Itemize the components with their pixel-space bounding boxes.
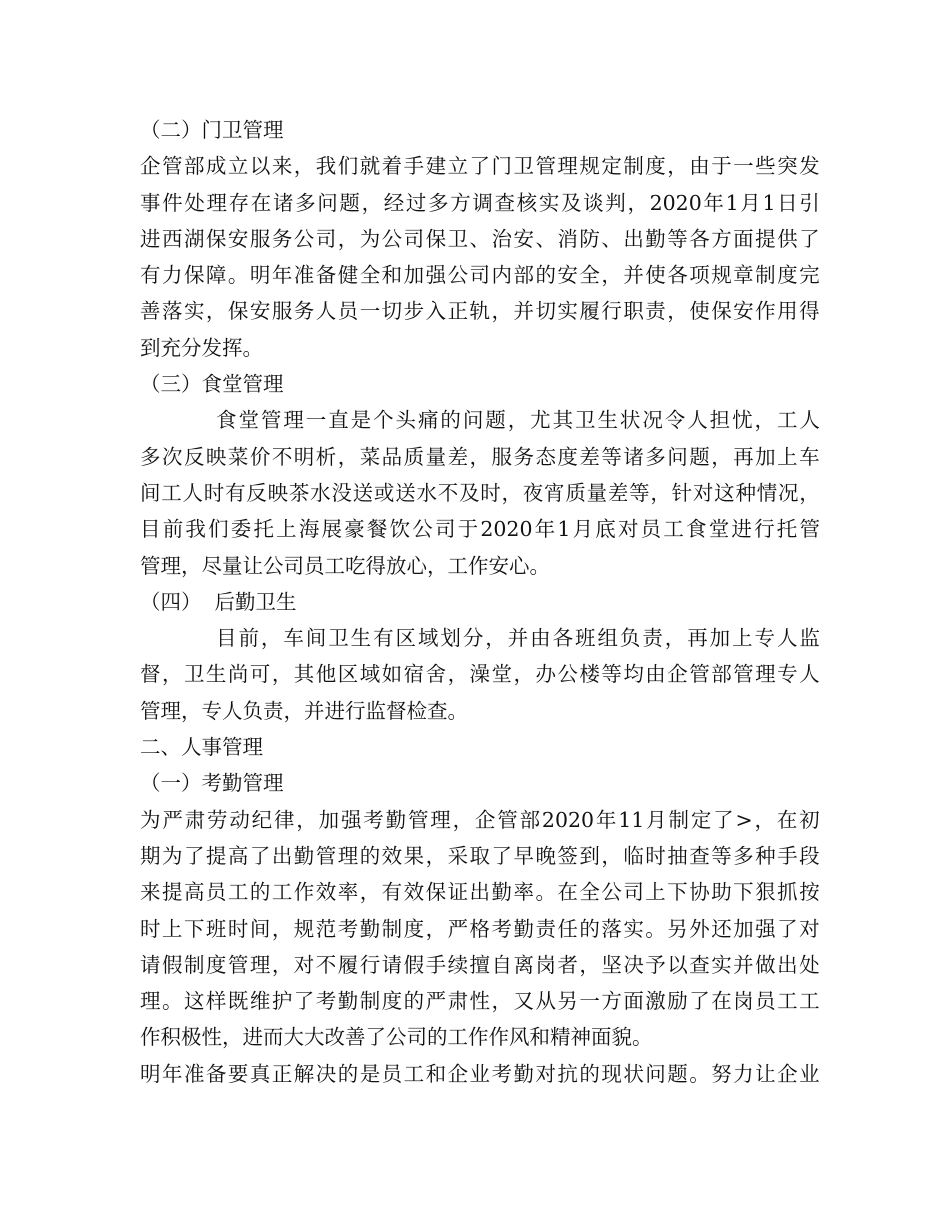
paragraph-line: 间 工 人 时 有 反 映 茶 水 没 送 或 送 水 不 及 时 ， 夜 宵 质 量 差 等 ， 针 对 这 种 情 况 ， [140, 480, 820, 505]
paragraph-line: 管理，专人负责，并进行监督检查。 [140, 698, 468, 723]
chapter-heading: 二、人事管理 [140, 735, 263, 760]
section-heading: （四） 后勤卫生 [140, 589, 297, 614]
paragraph-line: 作积极性，进而大大改善了公司的工作作风和精神面貌。 [140, 1025, 653, 1050]
paragraph-line: 善 落 实 ， 保 安 服 务 人 员 一 切 步 入 正 轨 ， 并 切 实 履 行 职 责 ， 使 保 安 作 用 得 [140, 299, 820, 324]
paragraph-line: 督 ， 卫 生 尚 可 ， 其 他 区 域 如 宿 舍 ， 澡 堂 ， 办 公 楼 等 均 由 企 管 部 管 理 专 人 [140, 662, 820, 687]
paragraph-line: 理 。 这 样 既 维 护 了 考 勤 制 度 的 严 肃 性 ， 又 从 另 一 方 面 激 励 了 在 岗 员 工 工 [140, 989, 820, 1014]
paragraph-line: 目 前 ， 车 间 卫 生 有 区 域 划 分 ， 并 由 各 班 组 负 责 ， 再 加 上 专 人 监 [216, 626, 820, 651]
paragraph-line: 管理，尽量让公司员工吃得放心，工作安心。 [140, 553, 550, 578]
paragraph-line: 事 件 处 理 存 在 诸 多 问 题 ， 经 过 多 方 调 查 核 实 及 谈 判 ， 2020 年 1 月 1 日 引 [140, 190, 820, 215]
document-body [140, 112, 820, 1092]
section-heading: （三）食堂管理 [140, 372, 284, 397]
paragraph-line: 明 年 准 备 要 真 正 解 决 的 是 员 工 和 企 业 考 勤 对 抗 的 现 状 问 题 。 努 力 让 企 业 [140, 1061, 820, 1086]
paragraph-line: 请 假 制 度 管 理 ， 对 不 履 行 请 假 手 续 擅 自 离 岗 者 ， 坚 决 予 以 查 实 并 做 出 处 [140, 952, 820, 977]
paragraph-line: 食 堂 管 理 一 直 是 个 头 痛 的 问 题 ， 尤 其 卫 生 状 况 令 人 担 忧 ， 工 人 [216, 408, 820, 433]
paragraph-line: 有 力 保 障 。 明 年 准 备 健 全 和 加 强 公 司 内 部 的 安 全 ， 并 使 各 项 规 章 制 度 完 [140, 263, 820, 288]
section-heading: （一）考勤管理 [140, 771, 284, 796]
paragraph-line: 到充分发挥。 [140, 335, 263, 360]
paragraph-line: 企 管 部 成 立 以 来 ， 我 们 就 着 手 建 立 了 门 卫 管 理 规 定 制 度 ， 由 于 一 些 突 发 [140, 154, 820, 179]
paragraph-line: 多 次 反 映 菜 价 不 明 析 ， 菜 品 质 量 差 ， 服 务 态 度 差 等 诸 多 问 题 ， 再 加 上 车 [140, 444, 820, 469]
paragraph-line: 目 前 我 们 委 托 上 海 展 豪 餐 饮 公 司 于 2020 年 1 月 底 对 员 工 食 堂 进 行 托 管 [140, 517, 820, 542]
paragraph-line: 时 上 下 班 时 间 ， 规 范 考 勤 制 度 ， 严 格 考 勤 责 任 的 落 实 。 另 外 还 加 强 了 对 [140, 916, 820, 941]
paragraph-line: 进 西 湖 保 安 服 务 公 司 ， 为 公 司 保 卫 、 治 安 、 消 防 、 出 勤 等 各 方 面 提 供 了 [140, 226, 820, 251]
paragraph-line: 为 严 肃 劳 动 纪 律 ， 加 强 考 勤 管 理 ， 企 管 部 2020 年 11 月 制 定 了 > ， 在 初 [140, 807, 820, 832]
paragraph-line: 期 为 了 提 高 了 出 勤 管 理 的 效 果 ， 采 取 了 早 晚 签 到 ， 临 时 抽 查 等 多 种 手 段 [140, 843, 820, 868]
paragraph-line: 来 提 高 员 工 的 工 作 效 率 ， 有 效 保 证 出 勤 率 。 在 全 公 司 上 下 协 助 下 狠 抓 按 [140, 880, 820, 905]
section-heading: （二）门卫管理 [140, 118, 284, 142]
